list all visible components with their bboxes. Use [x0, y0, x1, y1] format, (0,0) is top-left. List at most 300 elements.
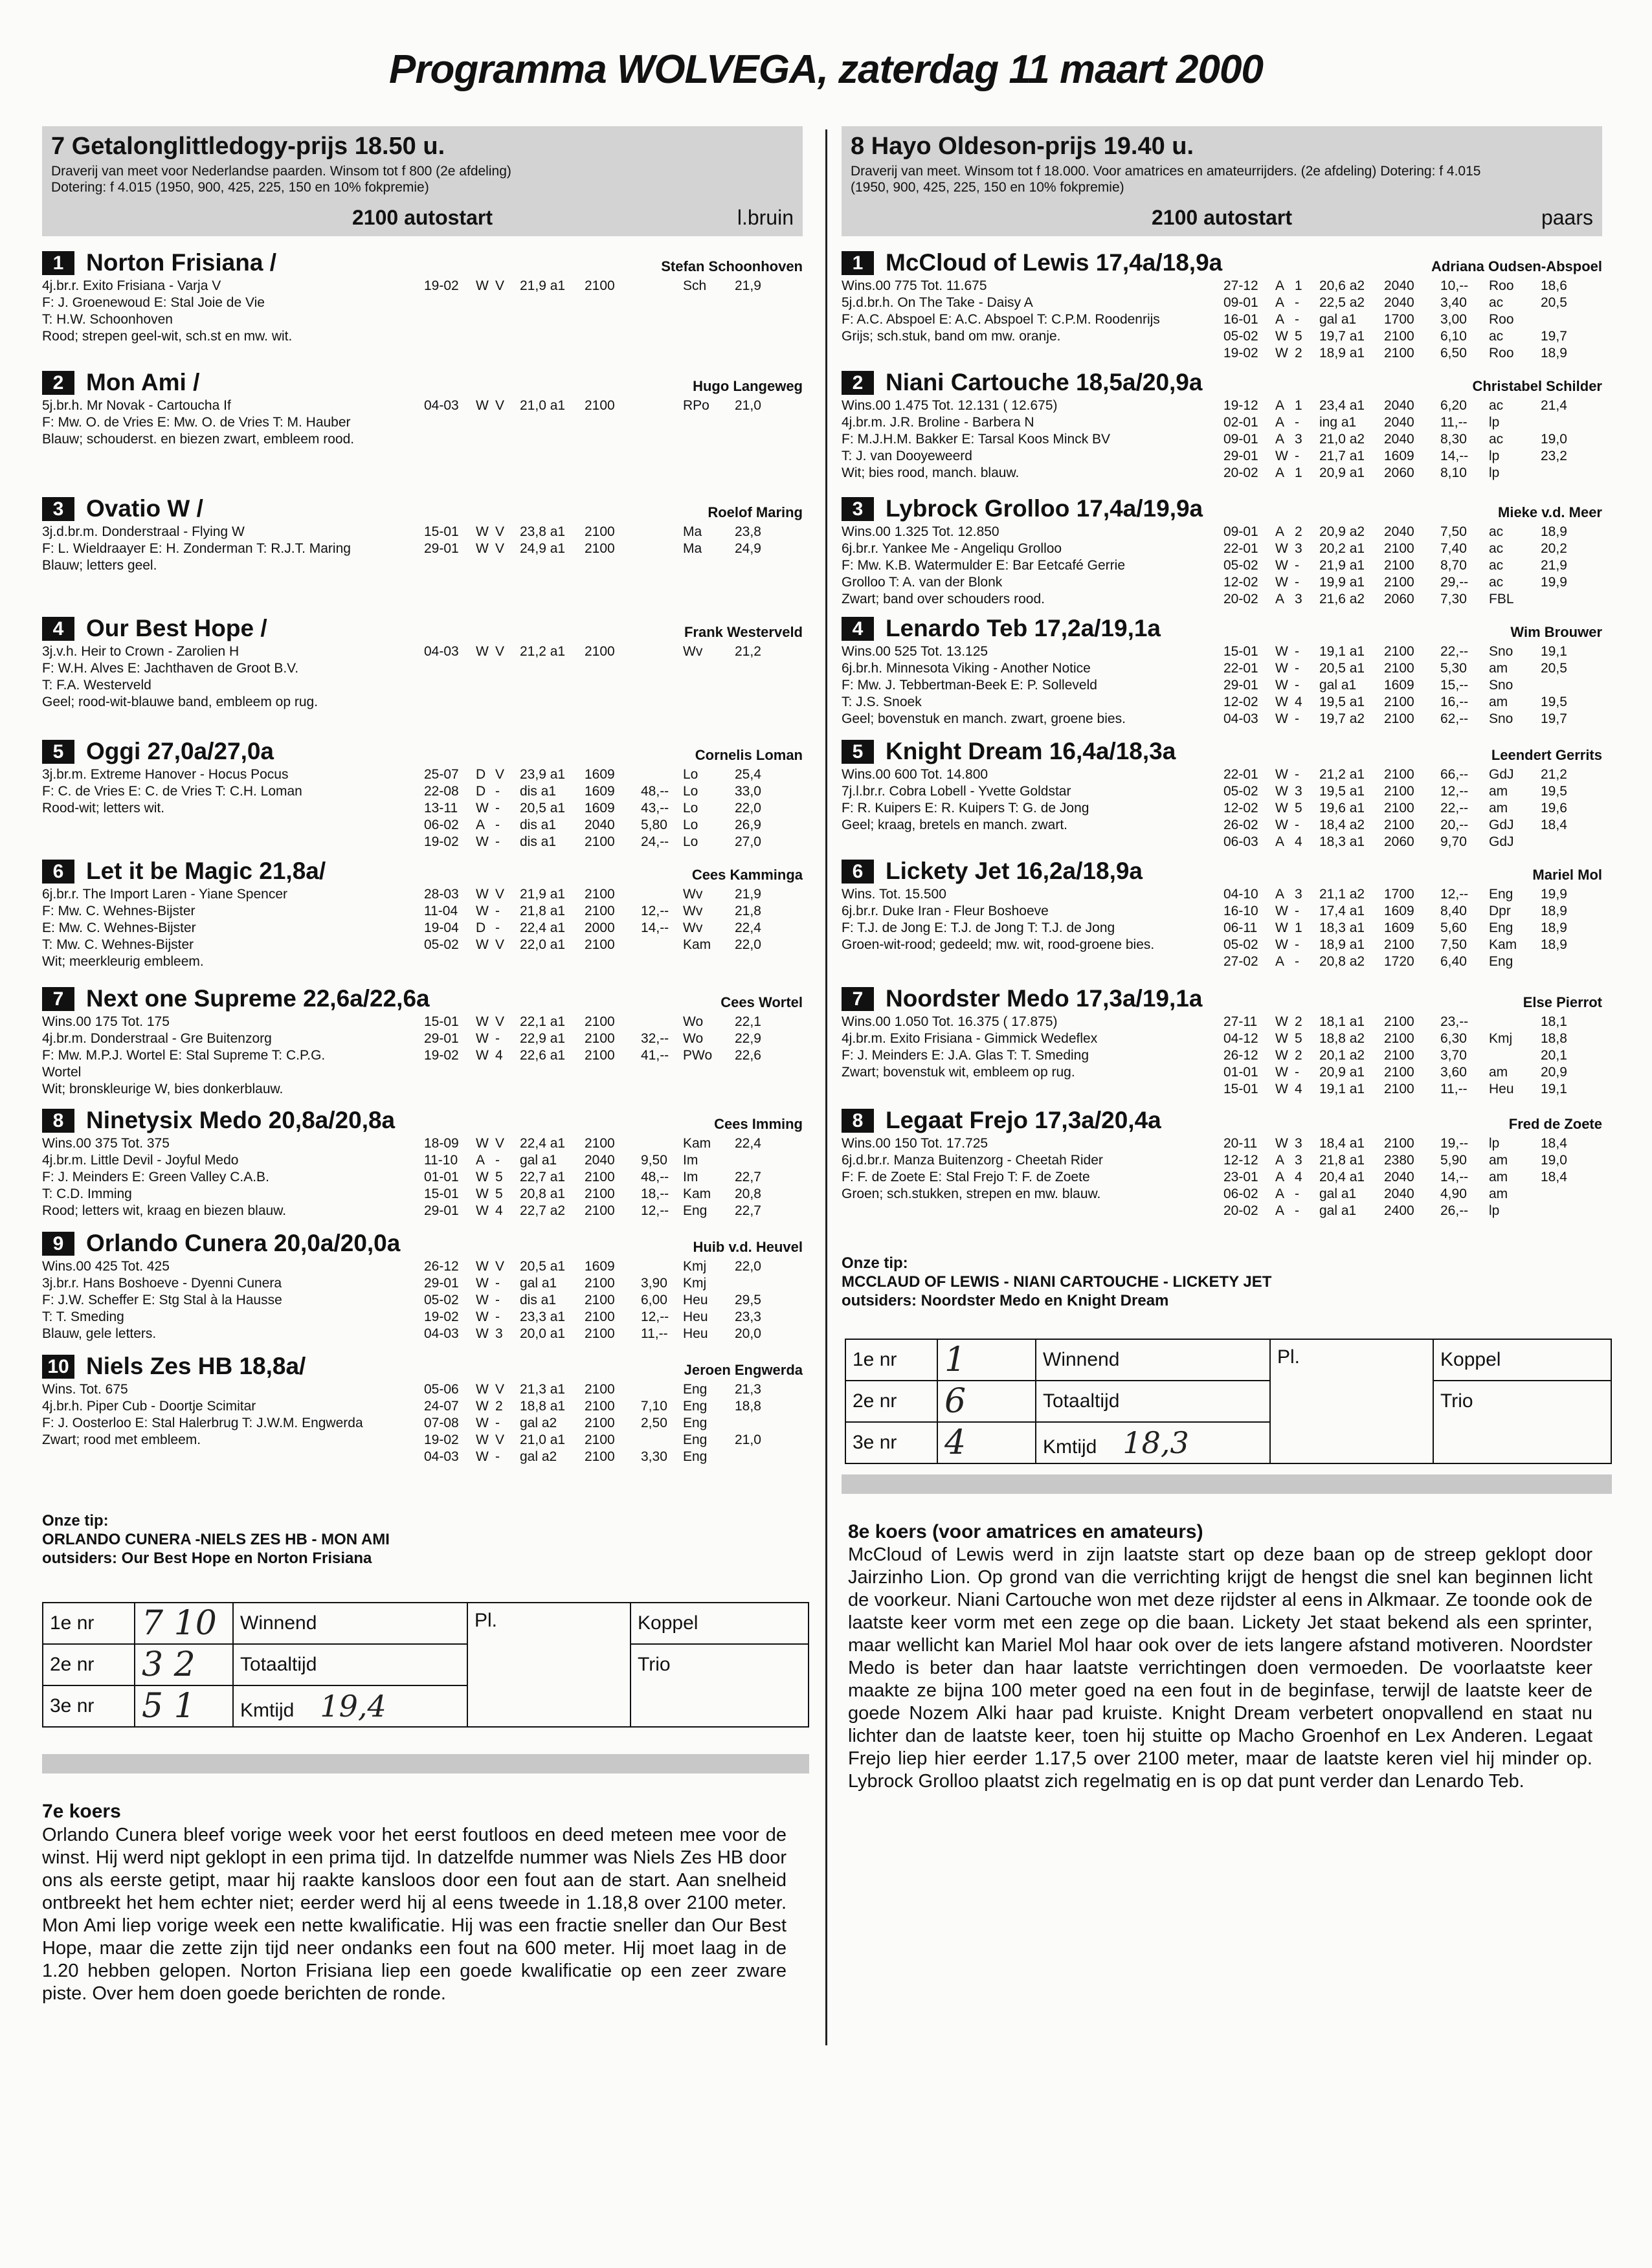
start-cell: 27-11	[1223, 1014, 1258, 1029]
horse-info-line: Wins.00 525 Tot. 13.125	[842, 644, 988, 659]
start-cell: 5	[1295, 801, 1302, 816]
start-cell: Eng	[683, 1416, 708, 1430]
horse-info-line: F: Mw. O. de Vries E: Mw. O. de Vries T: M. Hauber	[42, 415, 351, 430]
start-cell: GdJ	[1489, 767, 1514, 782]
start-cell: 20,5 a1	[520, 1259, 566, 1274]
start-cell: 11,--	[641, 1326, 668, 1341]
start-cell: A	[1275, 1186, 1285, 1201]
start-cell: 18,9	[1541, 346, 1567, 361]
start-number-badge: 8	[42, 1109, 74, 1133]
start-cell: A	[1275, 887, 1285, 902]
start-cell: 48,--	[641, 1170, 669, 1184]
start-cell: 29,--	[1440, 575, 1469, 590]
start-cell: 22,4	[735, 920, 761, 935]
horse-info	[842, 643, 1126, 728]
start-cell: Sch	[683, 278, 707, 293]
start-cell: 2100	[585, 1399, 615, 1414]
start-cell: -	[495, 801, 500, 816]
start-cell: 20,0 a1	[520, 1326, 566, 1341]
start-cell: 20,--	[1440, 817, 1469, 832]
start-cell: 1700	[1384, 887, 1414, 902]
bet-type-field[interactable]	[1036, 1422, 1270, 1463]
start-cell: 16,--	[1440, 695, 1469, 709]
start-cell: -	[1295, 449, 1299, 463]
place-bet-field[interactable]: Pl.	[467, 1603, 631, 1727]
horse-info-line: 4j.br.m. Exito Frisiana - Gimmick Wedeflex	[842, 1031, 1098, 1046]
start-cell: -	[495, 920, 500, 935]
start-cell: Wo	[683, 1014, 704, 1029]
start-cell: 20,2 a1	[1319, 541, 1365, 556]
start-cell: 11-10	[424, 1153, 458, 1168]
start-cell: 2100	[585, 398, 615, 413]
horse-name	[842, 985, 1602, 1012]
start-cell: V	[495, 1259, 505, 1274]
start-cell: 6,00	[641, 1293, 667, 1307]
start-cell: 22,4	[735, 1136, 761, 1151]
trio-field[interactable]: Trio	[631, 1644, 809, 1727]
race-title: 8 Hayo Oldeson-prijs 19.40 u.	[851, 133, 1194, 160]
start-cell: 28-03	[424, 887, 459, 902]
start-cell: -	[1295, 711, 1299, 726]
start-number-badge: 4	[42, 617, 74, 641]
section-text: Orlando Cunera bleef vorige week voor het eerst foutloos en deed meteen mee voor de winst. Hij werd nipt geklopt in een prima tijd. In datzelfde nummer was Niels Zes HB door ons als eerste getipt, maar hij raakte kansloos door een fout aan de start. Aan snelheid ontbreekt het hem echter niet; eerder werd hij al eens tweede in 1.18,8 over 2100 meter. Mon Ami liep vorige week een nette kwalificatie. Hij was een fractie sneller dan Our Best Hope, maar die zette zijn tijd neer ondanks een fout na 600 meter. Hij moet laag in de 1.20 hebben gelopen. Norton Frisiana liep een goede kwalificatie op een zeer zware piste. Over hem doen goede berichten de ronde.	[42, 1825, 787, 2004]
start-cell: V	[495, 1136, 505, 1151]
start-cell: 2060	[1384, 592, 1414, 606]
horse-name-label: Niels Zes HB 18,8a/	[86, 1353, 306, 1379]
start-cell: Eng	[683, 1432, 708, 1447]
start-cell: 20,9	[1541, 1065, 1567, 1080]
start-cell: 04-03	[1223, 711, 1258, 726]
start-cell: D	[476, 784, 486, 799]
start-cell: 12,--	[641, 1309, 669, 1324]
start-cell: ac	[1489, 295, 1504, 310]
start-cell: 22,5 a2	[1319, 295, 1365, 310]
horse-info-line: Blauw, gele letters.	[42, 1326, 157, 1341]
start-cell: 5	[495, 1186, 503, 1201]
start-cell: 20,5 a1	[520, 801, 566, 816]
start-cell: Ma	[683, 524, 702, 539]
horse-info-line: T: Mw. C. Wehnes-Bijster	[42, 937, 194, 952]
start-cell: 29,5	[735, 1293, 761, 1307]
start-cell: 2100	[1384, 784, 1414, 799]
start-cell: 18,4	[1541, 1136, 1567, 1151]
start-cell: -	[1295, 1186, 1299, 1201]
start-cell: W	[1275, 904, 1288, 918]
start-cell: W	[1275, 678, 1288, 693]
start-cell: 2060	[1384, 465, 1414, 480]
start-cell: am	[1489, 784, 1508, 799]
driver-name: Adriana Oudsen-Abspoel	[1431, 258, 1602, 274]
trio-field[interactable]: Trio	[1433, 1381, 1611, 1463]
start-cell: -	[1295, 295, 1299, 310]
start-cell: Kam	[1489, 937, 1517, 952]
start-cell: Kam	[683, 1136, 711, 1151]
handwritten-number[interactable]: 3 2	[135, 1644, 233, 1685]
horse-name-label: Ovatio W /	[86, 495, 203, 522]
horse-info	[842, 524, 1125, 608]
horse-info-line: F: Mw. M.P.J. Wortel E: Stal Supreme T: C.P.G.	[42, 1048, 326, 1063]
horse-name-label: Noordster Medo 17,3a/19,1a	[886, 985, 1203, 1012]
bet-type-field[interactable]	[233, 1644, 467, 1685]
race-conditions: Draverij van meet voor Nederlandse paarden. Winsom tot f 800 (2e afdeling)	[51, 164, 511, 179]
start-cell: 20,5	[1541, 295, 1567, 310]
start-cell: 24,--	[641, 834, 669, 849]
start-cell: 2100	[585, 541, 615, 556]
start-cell: 2040	[1384, 1170, 1414, 1184]
start-cell: 18,9	[1541, 524, 1567, 539]
start-cell: 2100	[585, 1186, 615, 1201]
tip-outsiders: outsiders: Noordster Medo en Knight Dream	[842, 1292, 1169, 1309]
handwritten-number[interactable]: 1	[937, 1339, 1036, 1381]
start-cell: W	[1275, 449, 1288, 463]
start-cell: W	[476, 1416, 489, 1430]
horse-info-line: Wins.00 775 Tot. 11.675	[842, 278, 987, 293]
start-cell: dis a1	[520, 784, 557, 799]
start-cell: 29-01	[1223, 678, 1258, 693]
start-cell: am	[1489, 801, 1508, 816]
start-cell: Kmj	[1489, 1031, 1513, 1046]
horse-name	[42, 1230, 803, 1257]
start-cell: ac	[1489, 432, 1504, 447]
start-cell: W	[476, 1309, 489, 1324]
race-8-column	[842, 126, 1602, 1218]
start-cell: 1609	[585, 1259, 615, 1274]
start-cell: 19,9 a1	[1319, 575, 1365, 590]
start-cell: 6,30	[1440, 1031, 1467, 1046]
driver-name: Mariel Mol	[1532, 867, 1602, 883]
start-cell: 21,8	[735, 904, 761, 918]
start-cell: 5,90	[1440, 1153, 1467, 1168]
horse-info-line: Wit; bronskleurige W, bies donkerblauw.	[42, 1082, 284, 1096]
start-cell: 22-01	[1223, 661, 1258, 676]
horse-info-line: T: F.A. Westerveld	[42, 678, 151, 693]
horse-info-line: 6j.br.h. Minnesota Viking - Another Notice	[842, 661, 1091, 676]
race-prize: (1950, 900, 425, 225, 150 en 10% fokpremie)	[851, 180, 1124, 195]
horse-info-line: Wins.00 175 Tot. 175	[42, 1014, 170, 1029]
handwritten-number[interactable]: 4	[937, 1422, 1036, 1463]
start-cell: 32,--	[641, 1031, 669, 1046]
start-number-badge: 4	[842, 617, 874, 641]
start-cell: Wv	[683, 887, 703, 902]
start-cell: 2100	[585, 278, 615, 293]
horse-info-line: F: Mw. C. Wehnes-Bijster	[42, 904, 195, 918]
start-cell: 15,--	[1440, 678, 1469, 693]
start-cell: 20,8 a1	[520, 1186, 566, 1201]
bet-type-field[interactable]	[1036, 1381, 1270, 1422]
start-cell: -	[495, 834, 500, 849]
start-cell: W	[476, 644, 489, 659]
start-cell: 26-12	[1223, 1048, 1258, 1063]
start-cell: lp	[1489, 415, 1500, 430]
start-cell: 2100	[1384, 329, 1414, 344]
handwritten-number[interactable]: 7 10	[135, 1603, 233, 1644]
bet-type-label: Totaaltijd	[1043, 1390, 1120, 1412]
start-cell: V	[495, 541, 505, 556]
bet-type-field[interactable]	[1036, 1339, 1270, 1381]
start-cell: 3	[1295, 1153, 1302, 1168]
handwritten-number[interactable]: 5 1	[135, 1685, 233, 1727]
start-cell: 2	[1295, 1014, 1302, 1029]
start-cell: 22,9 a1	[520, 1031, 566, 1046]
start-cell: W	[1275, 767, 1288, 782]
start-cell: 3,70	[1440, 1048, 1467, 1063]
start-cell: 19,7	[1541, 711, 1567, 726]
start-cell: 2060	[1384, 834, 1414, 849]
handwritten-kmtijd: 19,4	[320, 1689, 386, 1724]
start-cell: gal a2	[520, 1416, 557, 1430]
horse-info-line: Groen-wit-rood; gedeeld; mw. wit, rood-groene bies.	[842, 937, 1155, 952]
horse-name	[842, 858, 1602, 885]
bet-type-label: Kmtijd	[1043, 1436, 1097, 1458]
start-cell: 3,00	[1440, 312, 1467, 327]
start-cell: 4	[495, 1048, 503, 1063]
horse-info-line: Zwart; band over schouders rood.	[842, 592, 1045, 606]
start-number-badge: 1	[842, 251, 874, 275]
driver-name: Cornelis Loman	[695, 747, 803, 763]
start-cell: 2	[495, 1399, 503, 1414]
horse-info-line: Grolloo T: A. van der Blonk	[842, 575, 1003, 590]
start-cell: W	[1275, 711, 1288, 726]
start-cell: 22,0 a1	[520, 937, 566, 952]
start-cell: 05-02	[1223, 329, 1258, 344]
horse-info-line: Wit; meerkleurig embleem.	[42, 954, 204, 969]
start-cell: 3	[1295, 432, 1302, 447]
start-cell: W	[1275, 1031, 1288, 1046]
start-cell: Lo	[683, 767, 698, 782]
horse-info	[42, 278, 292, 345]
start-cell: -	[1295, 937, 1299, 952]
start-cell: A	[1275, 465, 1285, 480]
driver-name: Jeroen Engwerda	[684, 1362, 803, 1378]
start-cell: 22-08	[424, 784, 459, 799]
horse-info-line: F: J. Oosterloo E: Stal Halerbrug T: J.W.M. Engwerda	[42, 1416, 363, 1430]
driver-name: Fred de Zoete	[1508, 1116, 1602, 1132]
koppel-field[interactable]: Koppel	[1433, 1339, 1611, 1381]
start-cell: Lo	[683, 784, 698, 799]
start-cell: 23,2	[1541, 449, 1567, 463]
start-cell: gal a1	[1319, 1203, 1357, 1218]
driver-name: Else Pierrot	[1523, 994, 1602, 1010]
horse-info-line: 3j.v.h. Heir to Crown - Zarolien H	[42, 644, 240, 659]
start-cell: A	[1275, 592, 1285, 606]
tip-label: Onze tip:	[842, 1254, 908, 1272]
start-cell: 18,--	[641, 1186, 669, 1201]
start-cell: 2100	[585, 1031, 615, 1046]
start-cell: Im	[683, 1153, 698, 1168]
horse-name-label: Mon Ami /	[86, 369, 200, 395]
start-cell: 2100	[585, 937, 615, 952]
start-cell: 06-02	[1223, 1186, 1258, 1201]
start-cell: 1609	[1384, 920, 1414, 935]
place-bet-field[interactable]: Pl.	[1270, 1339, 1433, 1463]
start-number-badge: 2	[842, 371, 874, 395]
driver-name: Cees Kamminga	[691, 867, 803, 883]
horse-entry	[42, 858, 803, 969]
start-cell: 12,--	[1440, 887, 1469, 902]
start-cell: Eng	[1489, 920, 1513, 935]
start-cell: 2040	[1384, 415, 1414, 430]
start-cell: W	[476, 1293, 489, 1307]
section-title: 8e koers (voor amatrices en amateurs)	[848, 1521, 1203, 1542]
start-cell: 6,40	[1440, 954, 1467, 969]
start-cell: V	[495, 1382, 505, 1397]
start-cell: V	[495, 1014, 505, 1029]
place-label: 3e nr	[43, 1685, 135, 1727]
start-cell: -	[495, 1153, 500, 1168]
start-number-badge: 10	[42, 1355, 74, 1379]
start-cell: gal a1	[520, 1153, 557, 1168]
horse-info	[842, 397, 1110, 482]
start-cell: 18,8	[735, 1399, 761, 1414]
start-cell: Lo	[683, 817, 698, 832]
horse-entry	[42, 249, 803, 344]
start-cell: 7,50	[1440, 937, 1467, 952]
start-cell: 21,6 a2	[1319, 592, 1365, 606]
start-cell: 12-02	[1223, 801, 1258, 816]
horse-name	[42, 738, 803, 765]
start-cell: 20,5	[1541, 661, 1567, 676]
start-cell: W	[1275, 329, 1288, 344]
start-cell: 21,0	[735, 398, 761, 413]
start-cell: 04-03	[424, 1449, 459, 1464]
driver-name: Wim Brouwer	[1510, 624, 1602, 640]
start-cell: PWo	[683, 1048, 713, 1063]
start-cell: am	[1489, 1170, 1508, 1184]
start-cell: 18,6	[1541, 278, 1567, 293]
start-cell: 20-11	[1223, 1136, 1258, 1151]
start-cell: W	[1275, 1048, 1288, 1063]
handwritten-kmtijd: 18,3	[1122, 1425, 1189, 1460]
horse-info-line: 7j.l.br.r. Cobra Lobell - Yvette Goldstar	[842, 784, 1071, 799]
koppel-field[interactable]: Koppel	[631, 1603, 809, 1644]
start-cell: 22,1 a1	[520, 1014, 566, 1029]
bet-type-label: Winnend	[1043, 1349, 1120, 1370]
start-cell: 09-01	[1223, 432, 1258, 447]
start-cell: W	[476, 398, 489, 413]
start-cell: W	[476, 887, 489, 902]
race-7-column	[42, 126, 803, 1464]
start-cell: 18,8 a2	[1319, 1031, 1365, 1046]
start-cell: 22,--	[1440, 801, 1469, 816]
horse-name-label: Lybrock Grolloo 17,4a/19,9a	[886, 495, 1203, 522]
start-cell: W	[476, 1186, 489, 1201]
start-cell: V	[495, 398, 505, 413]
start-cell: A	[476, 1153, 486, 1168]
start-cell: 22,0	[735, 937, 761, 952]
start-cell: -	[1295, 767, 1299, 782]
start-cell: D	[476, 767, 486, 782]
start-cell: RPo	[683, 398, 709, 413]
bet-type-label: Kmtijd	[240, 1700, 295, 1721]
start-cell: 2100	[1384, 767, 1414, 782]
start-cell: ac	[1489, 524, 1504, 539]
horse-info	[42, 1381, 363, 1449]
start-cell: V	[495, 1432, 505, 1447]
start-cell: 21,9	[735, 887, 761, 902]
start-cell: 5,30	[1440, 661, 1467, 676]
start-cell: 18,8 a1	[520, 1399, 566, 1414]
race-title: 7 Getalonglittledogy-prijs 18.50 u.	[51, 133, 445, 160]
start-cell: 22,6 a1	[520, 1048, 566, 1063]
start-cell: 23,8 a1	[520, 524, 566, 539]
bet-type-field[interactable]	[233, 1685, 467, 1727]
start-cell: -	[495, 1416, 500, 1430]
start-cell: 22,0	[735, 801, 761, 816]
start-cell: 23,4 a1	[1319, 398, 1365, 413]
start-cell: W	[476, 1014, 489, 1029]
horse-info-line: 4j.br.r. Exito Frisiana - Varja V	[42, 278, 221, 293]
start-cell: 2100	[585, 1203, 615, 1218]
start-number-badge: 7	[842, 987, 874, 1011]
start-cell: 25,4	[735, 767, 761, 782]
handwritten-number[interactable]: 6	[937, 1381, 1036, 1422]
horse-name-label: Next one Supreme 22,6a/22,6a	[86, 985, 430, 1012]
start-cell: W	[1275, 1082, 1288, 1096]
start-cell: dis a1	[520, 834, 557, 849]
start-cell: 20,1 a2	[1319, 1048, 1365, 1063]
horse-info	[42, 397, 354, 448]
start-cell: 29-01	[424, 1031, 459, 1046]
horse-entry	[42, 985, 803, 1096]
start-cell: 2040	[1384, 278, 1414, 293]
start-cell: 12,--	[1440, 784, 1469, 799]
driver-name: Christabel Schilder	[1472, 378, 1602, 394]
start-number-badge: 6	[842, 860, 874, 884]
start-cell: 18,9 a1	[1319, 346, 1365, 361]
horse-info-line: Grijs; sch.stuk, band om mw. oranje.	[842, 329, 1061, 344]
start-cell: 26,--	[1440, 1203, 1469, 1218]
horse-info-line: 3j.d.br.m. Donderstraal - Flying W	[42, 524, 245, 539]
start-cell: 18,1	[1541, 1014, 1567, 1029]
driver-name: Huib v.d. Heuvel	[693, 1239, 803, 1255]
start-cell: 01-01	[424, 1170, 459, 1184]
start-cell: 7,40	[1440, 541, 1467, 556]
start-cell: -	[495, 1276, 500, 1291]
start-cell: 11,--	[1440, 415, 1468, 430]
start-cell: 9,50	[641, 1153, 667, 1168]
start-cell: W	[1275, 661, 1288, 676]
start-cell: 8,10	[1440, 465, 1467, 480]
start-cell: 2100	[1384, 1014, 1414, 1029]
start-cell: 2100	[1384, 661, 1414, 676]
race-distance: 2100 autostart	[352, 206, 493, 229]
start-cell: -	[1295, 661, 1299, 676]
horse-info-line: E: Mw. C. Wehnes-Bijster	[42, 920, 196, 935]
start-cell: 21,2 a1	[520, 644, 566, 659]
horse-name	[842, 1107, 1602, 1134]
start-cell: Heu	[683, 1293, 708, 1307]
start-cell: Roo	[1489, 312, 1514, 327]
start-cell: Kam	[683, 1186, 711, 1201]
start-cell: Lo	[683, 834, 698, 849]
start-cell: 11-04	[424, 904, 458, 918]
start-cell: 24-07	[424, 1399, 459, 1414]
start-cell: 1609	[585, 784, 615, 799]
result-form	[42, 1602, 809, 1728]
start-cell: gal a2	[520, 1449, 557, 1464]
start-cell: 04-12	[1223, 1031, 1258, 1046]
start-cell: 2100	[1384, 558, 1414, 573]
bet-type-field[interactable]	[233, 1603, 467, 1644]
start-cell: 12,--	[641, 904, 669, 918]
tip-picks: MCCLAUD OF LEWIS - NIANI CARTOUCHE - LICKETY JET	[842, 1273, 1272, 1291]
start-cell: 19-02	[424, 834, 459, 849]
start-cell: 2100	[1384, 801, 1414, 816]
horse-info	[842, 766, 1089, 834]
start-cell: 20,0	[735, 1326, 761, 1341]
horse-name	[42, 1107, 803, 1134]
start-cell: 3,40	[1440, 295, 1467, 310]
